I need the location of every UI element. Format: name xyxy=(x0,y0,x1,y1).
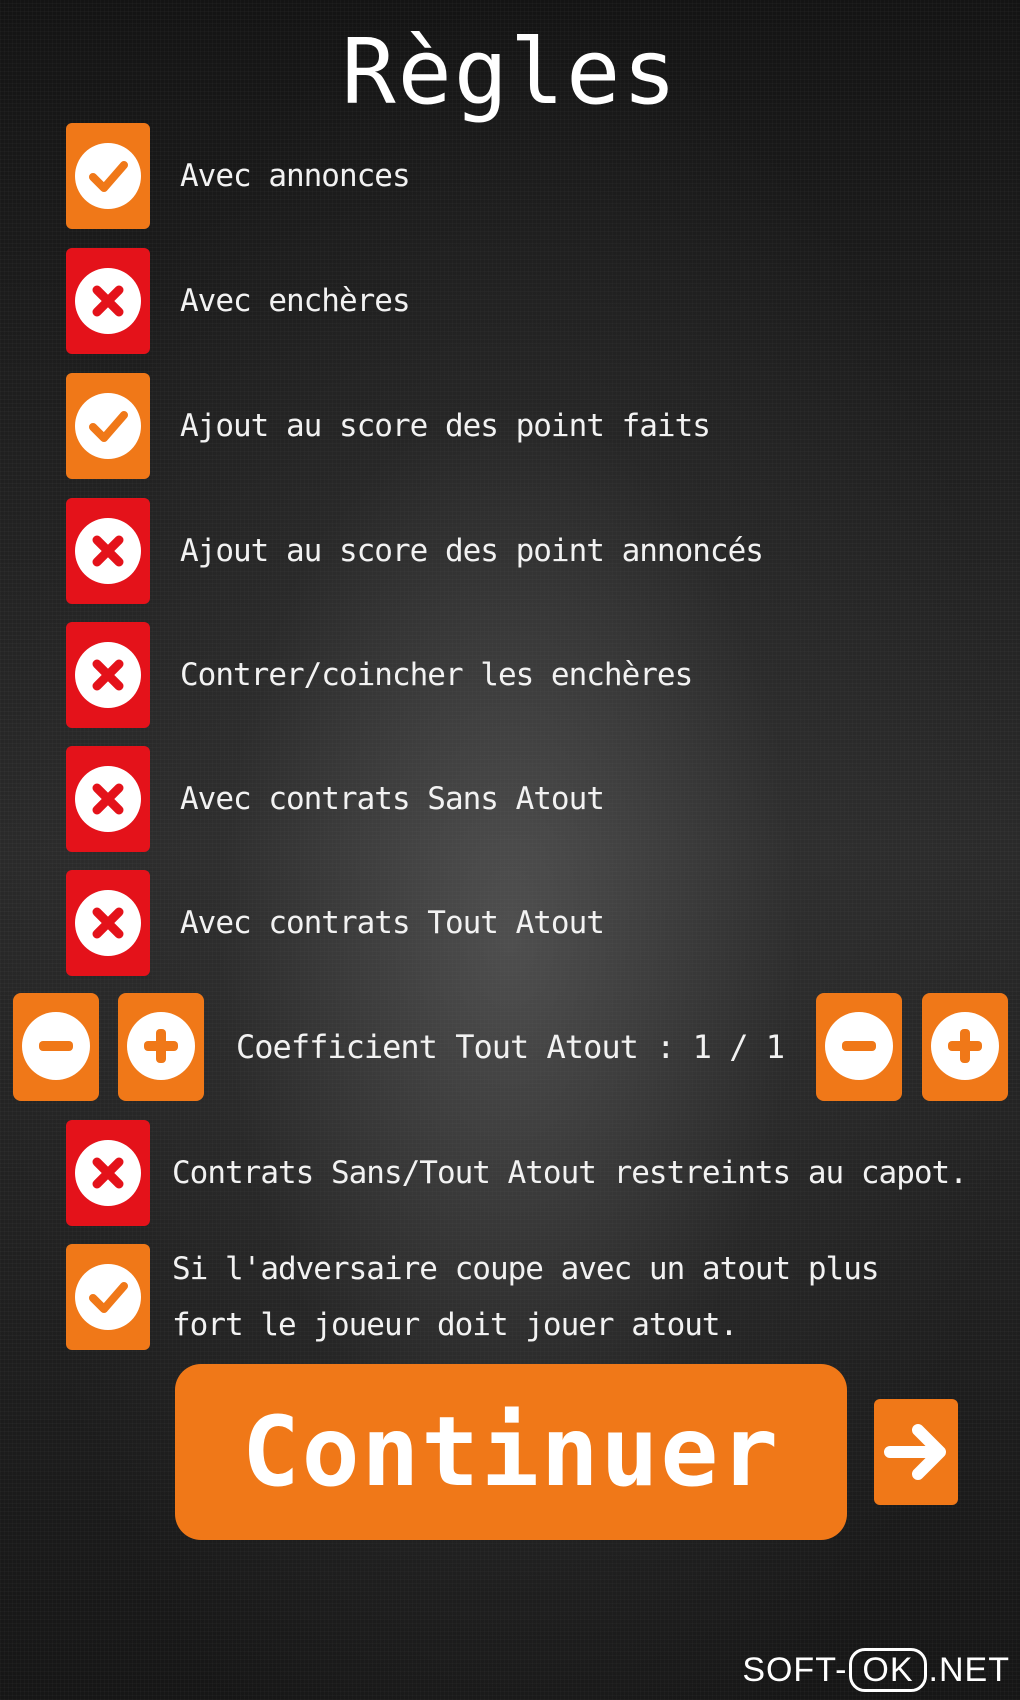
watermark-box: OK xyxy=(849,1648,926,1692)
check-icon xyxy=(75,393,141,459)
rule-label: Avec contrats Sans Atout xyxy=(180,781,604,817)
watermark-left: SOFT- xyxy=(742,1650,848,1689)
rule-toggle-points-annonces[interactable] xyxy=(66,498,150,604)
rule-row-contrer xyxy=(66,622,996,728)
rule-row-sans-atout xyxy=(66,746,996,852)
cross-icon xyxy=(75,268,141,334)
cross-icon xyxy=(75,766,141,832)
rule-label: Avec annonces xyxy=(180,158,410,194)
rule-row-tout-atout xyxy=(66,870,996,976)
arrow-right-icon xyxy=(874,1399,958,1505)
cross-icon xyxy=(75,518,141,584)
rule-row-restreints-capot xyxy=(66,1120,996,1226)
rule-label: Contrats Sans/Tout Atout restreints au capot. xyxy=(172,1155,967,1191)
plus-icon xyxy=(931,1012,999,1080)
coefficient-row xyxy=(0,993,1020,1101)
rule-row-points-annonces xyxy=(66,498,996,604)
rule-toggle-surcoupe[interactable] xyxy=(66,1244,150,1350)
rule-label: Ajout au score des point faits xyxy=(180,408,710,444)
rule-toggle-sans-atout[interactable] xyxy=(66,746,150,852)
rule-toggle-encheres[interactable] xyxy=(66,248,150,354)
rule-toggle-contrer[interactable] xyxy=(66,622,150,728)
coefficient-right-plus-button[interactable] xyxy=(922,993,1008,1101)
rule-label: Si l'adversaire coupe avec un atout plus fort le joueur doit jouer atout. xyxy=(172,1251,879,1343)
coefficient-left-plus-button[interactable] xyxy=(118,993,204,1101)
coefficient-right-minus-button[interactable] xyxy=(816,993,902,1101)
check-icon xyxy=(75,1264,141,1330)
cross-icon xyxy=(75,1140,141,1206)
page-title: Règles xyxy=(341,20,679,125)
coefficient-label: Coefficient Tout Atout : 1 / 1 xyxy=(236,1028,784,1066)
rule-label: Avec enchères xyxy=(180,283,410,319)
rule-row-annonces xyxy=(66,123,996,229)
rule-toggle-tout-atout[interactable] xyxy=(66,870,150,976)
watermark-right: .NET xyxy=(928,1650,1010,1689)
cross-icon xyxy=(75,890,141,956)
rule-row-points-faits xyxy=(66,373,996,479)
rule-toggle-points-faits[interactable] xyxy=(66,373,150,479)
rule-toggle-restreints-capot[interactable] xyxy=(66,1120,150,1226)
next-button[interactable] xyxy=(874,1399,958,1505)
rule-row-surcoupe xyxy=(66,1244,996,1350)
minus-icon xyxy=(825,1012,893,1080)
rule-toggle-annonces[interactable] xyxy=(66,123,150,229)
rule-row-encheres xyxy=(66,248,996,354)
plus-icon xyxy=(127,1012,195,1080)
cross-icon xyxy=(75,642,141,708)
minus-icon xyxy=(22,1012,90,1080)
rule-label: Ajout au score des point annoncés xyxy=(180,533,763,569)
rule-label: Avec contrats Tout Atout xyxy=(180,905,604,941)
rule-label: Contrer/coincher les enchères xyxy=(180,657,693,693)
check-icon xyxy=(75,143,141,209)
coefficient-left-minus-button[interactable] xyxy=(13,993,99,1101)
watermark xyxy=(742,1648,1010,1692)
continue-button[interactable]: Continuer xyxy=(175,1364,847,1540)
